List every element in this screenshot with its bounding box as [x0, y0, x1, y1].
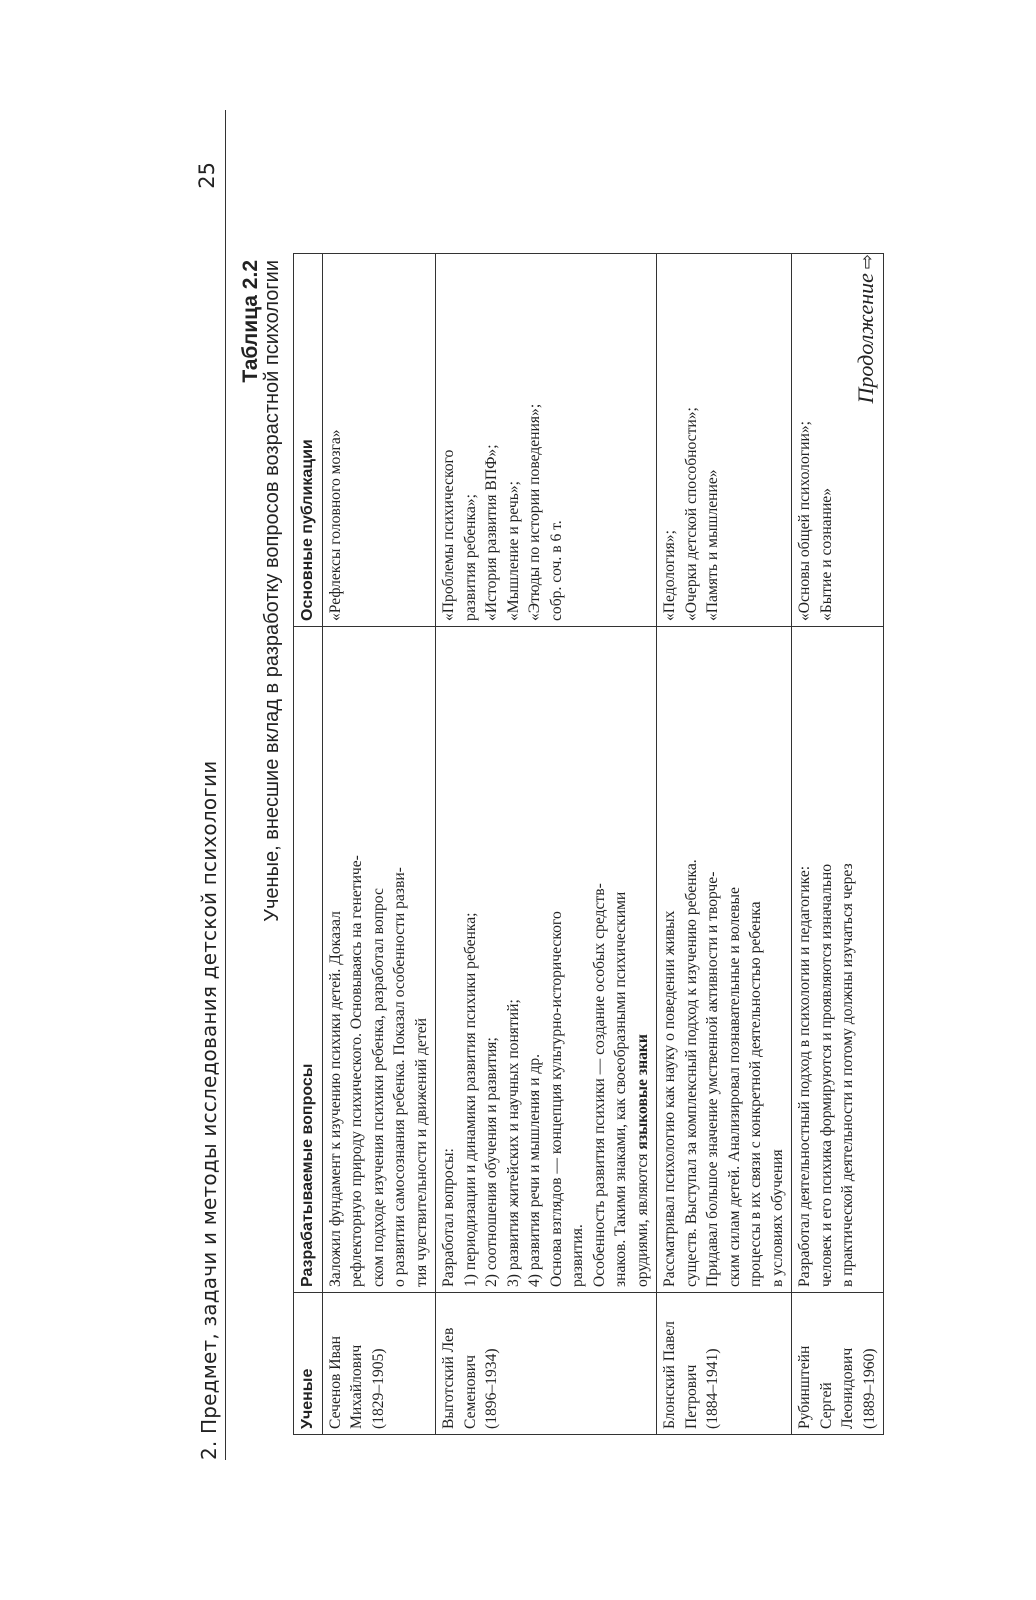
publication-line: развития ребенка»;: [461, 494, 479, 621]
scientist-name-line: Петрович: [682, 1364, 700, 1429]
issues-text: орудиями, являются: [633, 1149, 651, 1287]
issues-line: существ. Выступал за комплексный подход к изучению ребенка.: [682, 859, 700, 1287]
issues-line: о развитии самосознания ребенка. Показал особенности разви-: [391, 867, 408, 1287]
issues-line: процессы в их связи с конкретной деятельностью ребенка: [747, 901, 764, 1287]
scientist-cell: [792, 1293, 884, 1435]
issues-line: 4) развития речи и мышления и др.: [526, 1053, 543, 1287]
scientist-years: (1889–1960): [860, 1348, 878, 1429]
issues-line: Придавал большое значение умственной активности и творче-: [704, 871, 721, 1287]
scientist-name-line: Леонидович: [839, 1347, 856, 1429]
scientist-name-line: Рубинштейн Сергей: [796, 1345, 835, 1429]
table-label: Таблица 2.2: [239, 260, 262, 383]
table-row: [792, 254, 884, 1435]
scientist-cell: [657, 1293, 792, 1435]
publications-cell: [657, 254, 792, 627]
publication-line: «Память и мышление»: [704, 469, 721, 621]
publication-line: «Педология»;: [661, 530, 678, 621]
table-row: [322, 254, 436, 1435]
issues-line: человек и его психика формируются и проявляются изначально: [817, 864, 835, 1287]
issues-cell: [657, 627, 792, 1293]
issues-cell: [436, 627, 657, 1293]
publication-line: «Рефлексы головного мозга»: [326, 429, 344, 621]
issues-line: Разработал вопросы:: [440, 1148, 457, 1287]
table-row: [436, 254, 657, 1435]
continuation-note: [853, 254, 879, 420]
issues-line: Рассматривал психологию как науку о поведении живых: [661, 910, 678, 1287]
publication-line: «Мышление и речь»;: [504, 480, 522, 621]
issues-cell: [792, 627, 884, 1293]
issues-line: ском подходе изучения психики ребенка, разработал вопрос: [369, 888, 387, 1287]
publications-cell: [322, 254, 436, 627]
scientist-years: (1884–1941): [704, 1348, 721, 1429]
key-term: языковые знаки: [633, 1034, 651, 1150]
issues-line: Разработал деятельностный подход в психологии и педагогике:: [796, 865, 813, 1287]
scientist-cell: [436, 1293, 657, 1435]
table-header-row: [294, 254, 323, 1435]
issues-line: Заложил фундамент к изучению психики детей. Доказал: [326, 911, 344, 1287]
scientist-name-line: Михайлович: [348, 1344, 365, 1429]
scientists-table: [293, 253, 884, 1435]
continuation-arrow-icon: ⇨: [857, 254, 878, 270]
running-header: 2. Предмет, задачи и методы исследования детской психологии: [197, 760, 221, 1460]
column-header-publications: Основные публикации: [294, 254, 323, 627]
publication-line: собр. соч. в 6 т.: [547, 520, 565, 621]
issues-line: тия чувствительности и движений детей: [412, 1018, 430, 1287]
issues-line: ским силам детей. Анализировал познавательные и волевые: [725, 887, 743, 1287]
page-number: 25: [195, 162, 219, 189]
issues-line: Основа взглядов — концепция культурно-исторического: [547, 911, 565, 1287]
column-header-issues: Разрабатываемые вопросы: [294, 627, 323, 1293]
table-row: [657, 254, 792, 1435]
issues-line: 3) развития житейских и научных понятий;: [504, 999, 522, 1287]
scientist-name-line: Сеченов Иван: [326, 1336, 344, 1429]
header-rule: [225, 110, 226, 1460]
scientist-name-line: Семенович: [461, 1355, 479, 1429]
scientist-name-line: Выготский Лев: [440, 1327, 457, 1429]
table-title: Ученые, внесшие вклад в разработку вопросов возрастной психологии: [261, 260, 283, 922]
scientist-years: (1829–1905): [369, 1348, 387, 1429]
publication-line: «Основы общей психологии»;: [796, 421, 813, 621]
publication-line: «Бытие и сознание»: [817, 487, 835, 621]
scientist-cell: [322, 1293, 436, 1435]
publication-line: «История развития ВПФ»;: [483, 444, 500, 621]
issues-line: рефлекторную природу психического. Основываясь на генетиче-: [348, 855, 365, 1287]
continuation-label: Продолжение: [853, 273, 878, 404]
scientist-years: (1896–1934): [483, 1348, 500, 1429]
issues-cell: [322, 627, 436, 1293]
scientist-name-line: Блонский Павел: [661, 1321, 678, 1429]
issues-line: знаков. Такими знаками, как своеобразными психическими: [612, 891, 629, 1287]
issues-line: развития.: [569, 1224, 586, 1287]
issues-line: Особенность развития психики — создание особых средств-: [590, 883, 608, 1287]
issues-line: в практической деятельности и потому должны изучаться через: [839, 863, 856, 1287]
issues-line-last: [632, 632, 654, 1287]
issues-line: в условиях обучения: [768, 1149, 786, 1287]
publications-cell: [436, 254, 657, 627]
publication-line: «Этюды по истории поведения»;: [526, 403, 543, 621]
publication-line: «Проблемы психического: [440, 449, 457, 621]
issues-line: 2) соотношения обучения и развития;: [483, 1037, 500, 1287]
column-header-scientists: Ученые: [294, 1293, 323, 1435]
publication-line: «Очерки детской способности»;: [682, 407, 700, 621]
issues-line: 1) периодизации и динамики развития психики ребенка;: [461, 912, 479, 1287]
